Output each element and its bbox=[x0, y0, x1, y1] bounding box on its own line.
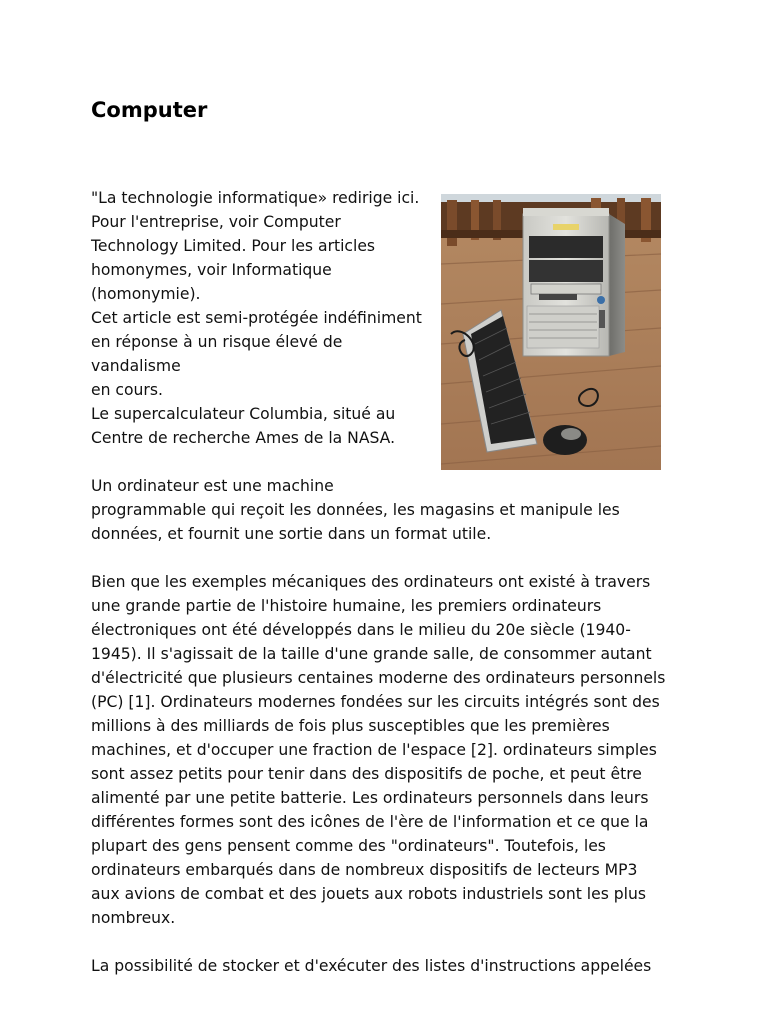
paragraph-instructions: La possibilité de stocker et d'exécuter des listes d'instructions appelées bbox=[91, 957, 652, 975]
intro-line: en cours. bbox=[91, 381, 163, 399]
intro-line: en réponse à un risque élevé de vandalisme bbox=[91, 333, 343, 375]
intro-line: Centre de recherche Ames de la NASA. bbox=[91, 429, 396, 447]
intro-line: Pour l'entreprise, voir Computer bbox=[91, 213, 341, 231]
intro-line: homonymes, voir Informatique bbox=[91, 261, 332, 279]
intro-line: "La technologie informatique» redirige ici. bbox=[91, 189, 420, 207]
intro-line: (homonymie). bbox=[91, 285, 201, 303]
paragraph-spacer bbox=[91, 546, 666, 570]
article-body bbox=[91, 186, 666, 978]
desktop-computer-photo-icon bbox=[441, 194, 661, 470]
paragraph-spacer bbox=[91, 930, 666, 954]
intro-line: Le supercalculateur Columbia, situé au bbox=[91, 405, 396, 423]
intro-line: Technology Limited. Pour les articles bbox=[91, 237, 376, 255]
intro-line: Cet article est semi-protégée indéfiniment bbox=[91, 309, 422, 327]
page-title: Computer bbox=[91, 98, 208, 122]
computer-photo-image bbox=[441, 194, 661, 470]
paragraph-definition: Un ordinateur est une machine programmable qui reçoit les données, les magasins et manipule les données, et fournit une sortie dans un format utile. bbox=[91, 477, 620, 543]
paragraph-history: Bien que les exemples mécaniques des ordinateurs ont existé à travers une grande partie de l'histoire humaine, les premiers ordinateurs électroniques ont été développés dans le milieu du 20e siècle (1940-1945). Il s'agissait de la taille d'une grande salle, de consommer autant d'électricité que plusieurs centaines moderne des ordinateurs personnels (PC) [1]. Ordinateurs modernes fondées sur les circuits intégrés sont des millions à des milliards de fois plus susceptibles que les premières machines, et d'occuper une fraction de l'espace [2]. ordinateurs simples sont assez petits pour tenir dans des dispositifs de poche, et peut être alimenté par une petite batterie. Les ordinateurs personnels dans leurs différentes formes sont des icônes de l'ère de l'information et ce que la plupart des gens pensent comme des "ordinateurs". Toutefois, les ordinateurs embarqués dans de nombreux dispositifs de lecteurs MP3 aux avions de combat et des jouets aux robots industriels sont les plus nombreux. bbox=[91, 573, 666, 927]
